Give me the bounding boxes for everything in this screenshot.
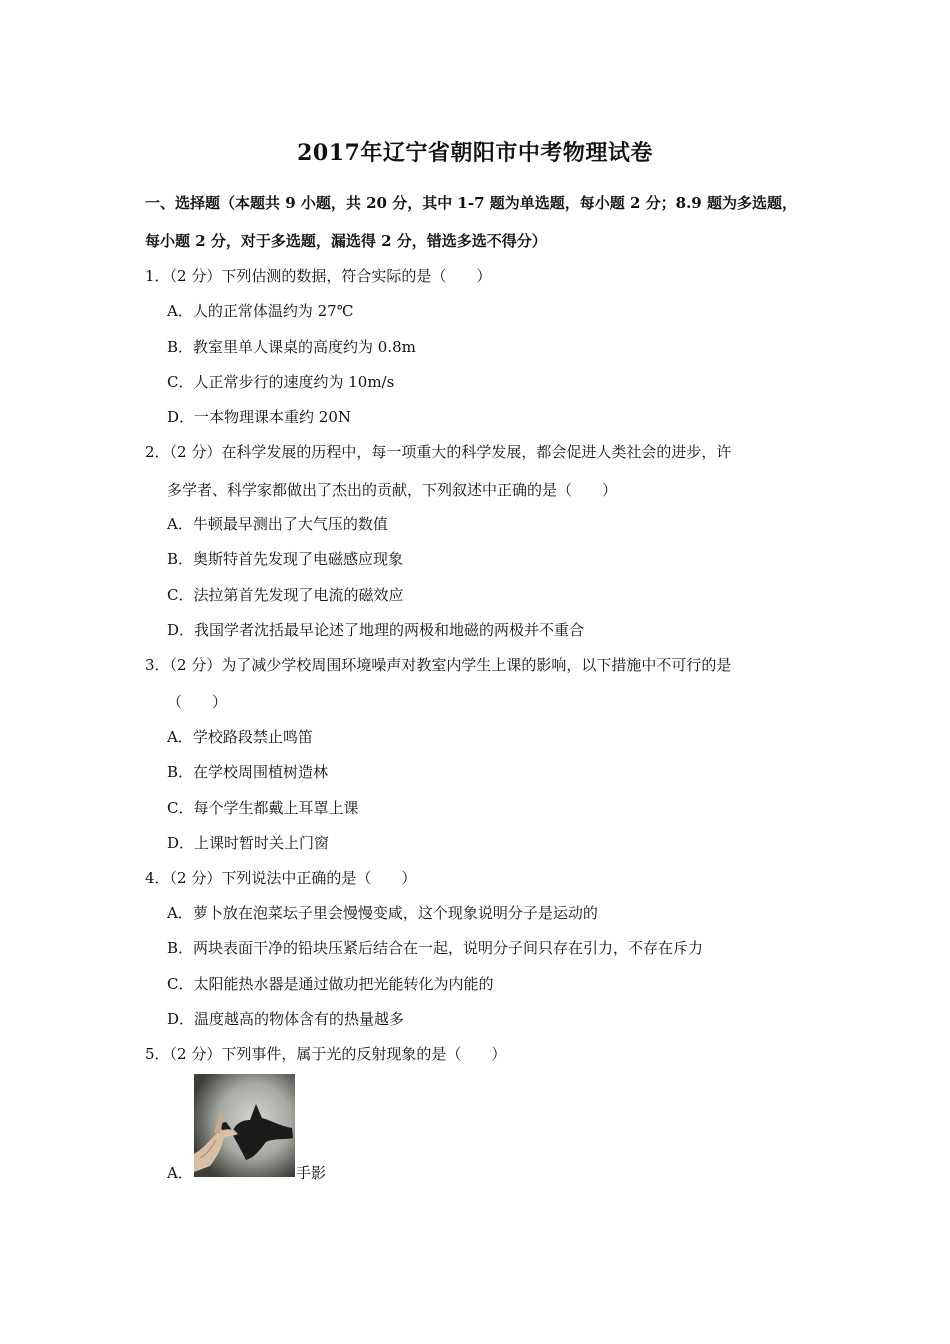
section-heading-line-2: 每小题 2 分，对于多选题，漏选得 2 分，错选多选不得分） <box>145 232 547 250</box>
question-5-option-a-caption: 手影 <box>296 1164 327 1182</box>
question-2-option-c: C．法拉第首先发现了电流的磁效应 <box>167 586 404 604</box>
question-4-option-a: A．萝卜放在泡菜坛子里会慢慢变咸，这个现象说明分子是运动的 <box>167 904 598 922</box>
hand-shadow-image <box>194 1074 295 1177</box>
question-4-option-d: D．温度越高的物体含有的热量越多 <box>167 1010 405 1028</box>
question-1-stem: 1．（2 分）下列估测的数据，符合实际的是（ ） <box>145 267 492 285</box>
question-1-option-a: A．人的正常体温约为 27℃ <box>167 302 354 320</box>
question-2-stem-continued: 多学者、科学家都做出了杰出的贡献，下列叙述中正确的是（ ） <box>167 481 618 499</box>
question-3-stem: 3．（2 分）为了减少学校周围环境噪声对教室内学生上课的影响，以下措施中不可行的是 <box>145 656 732 674</box>
section-heading-line-1: 一、选择题（本题共 9 小题，共 20 分，其中 1-7 题为单选题，每小题 2 分；8.9 题为多选题， <box>145 194 797 212</box>
question-4-option-b: B．两块表面干净的铅块压紧后结合在一起，说明分子间只存在引力，不存在斥力 <box>167 939 704 957</box>
page-title: 2017年辽宁省朝阳市中考物理试卷 <box>297 140 653 166</box>
question-2-option-b: B．奥斯特首先发现了电磁感应现象 <box>167 550 404 568</box>
question-3-stem-continued: （ ） <box>167 693 228 711</box>
question-1-option-b: B．教室里单人课桌的高度约为 0.8m <box>167 338 416 356</box>
question-4-stem: 4．（2 分）下列说法中正确的是（ ） <box>145 869 417 887</box>
question-5-stem: 5．（2 分）下列事件，属于光的反射现象的是（ ） <box>145 1045 507 1063</box>
question-5-option-a-letter: A． <box>167 1164 193 1182</box>
question-1-option-d: D．一本物理课本重约 20N <box>167 408 352 426</box>
question-3-option-c: C．每个学生都戴上耳罩上课 <box>167 799 359 817</box>
question-2-option-a: A．牛顿最早测出了大气压的数值 <box>167 515 388 533</box>
question-3-option-b: B．在学校周围植树造林 <box>167 763 329 781</box>
question-1-option-c: C．人正常步行的速度约为 10m/s <box>167 373 395 391</box>
question-4-option-c: C．太阳能热水器是通过做功把光能转化为内能的 <box>167 975 494 993</box>
question-2-stem: 2．（2 分）在科学发展的历程中，每一项重大的科学发展，都会促进人类社会的进步，许 <box>145 443 732 461</box>
question-3-option-d: D．上课时暂时关上门窗 <box>167 834 330 852</box>
question-2-option-d: D．我国学者沈括最早论述了地理的两极和地磁的两极并不重合 <box>167 621 585 639</box>
question-3-option-a: A．学校路段禁止鸣笛 <box>167 728 313 746</box>
